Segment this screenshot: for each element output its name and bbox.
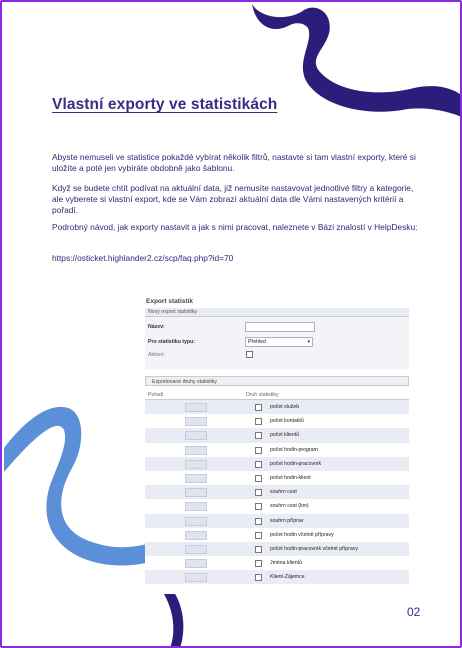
navy-swirl-bottom: [164, 592, 183, 648]
order-input[interactable]: [185, 573, 207, 582]
order-input[interactable]: [185, 502, 207, 511]
statistic-type-label: Jména klientů: [270, 560, 303, 567]
order-input[interactable]: [185, 474, 207, 483]
row-checkbox[interactable]: [255, 418, 262, 425]
row-checkbox[interactable]: [255, 404, 262, 411]
order-column-header: Pořadí: [148, 392, 164, 398]
table-row: [145, 528, 409, 542]
order-input[interactable]: [185, 531, 207, 540]
statistic-type-label: souhrn cest: [270, 489, 297, 496]
order-input[interactable]: [185, 460, 207, 469]
table-column-headers: [145, 391, 409, 400]
table-row: [145, 428, 409, 442]
row-checkbox[interactable]: [255, 447, 262, 454]
statistic-type-label: počet hodin-pracovník: [270, 460, 322, 467]
table-row: [145, 485, 409, 499]
order-input[interactable]: [185, 446, 207, 455]
export-form-title: Export statistik: [146, 298, 193, 305]
type-select[interactable]: [245, 337, 313, 347]
table-row: [145, 400, 409, 414]
page-title: Vlastní exporty ve statistikách: [52, 96, 278, 113]
row-checkbox[interactable]: [255, 560, 262, 567]
name-input[interactable]: [245, 322, 315, 332]
guide-paragraph: Podrobný návod, jak exporty nastavit a jak s nimi pracovat, naleznete v Bázi znalostí v HelpDesku:: [52, 222, 418, 232]
statistic-type-label: počet hodin včetně přípravy: [270, 531, 334, 538]
row-checkbox[interactable]: [255, 432, 262, 439]
order-input[interactable]: [185, 417, 207, 426]
table-row: [145, 471, 409, 485]
current-data-paragraph: Když se budete chtít podívat na aktuální data, již nemusíte nastavovat jednotlivé filtry a kategorie, ale vyberete si vlastní export, kde se Vám zobrazí aktuální data dle Vámi nastavených kritérií a pořadí.: [52, 183, 414, 215]
page-number: 02: [407, 605, 421, 619]
type-select-value: Přehled: [248, 339, 266, 345]
order-input[interactable]: [185, 545, 207, 554]
statistic-type-label: souhrn cest (km): [270, 503, 309, 510]
chevron-down-icon: ▾: [307, 339, 310, 345]
table-row: [145, 499, 409, 513]
row-checkbox[interactable]: [255, 461, 262, 468]
table-row: [145, 414, 409, 428]
faq-link[interactable]: https://osticket.highlander2.cz/scp/faq.php?id=70: [52, 253, 234, 263]
active-label: Aktivní:: [148, 352, 166, 358]
table-row: [145, 514, 409, 528]
new-export-subheader: [145, 308, 409, 317]
name-label: Název:: [148, 324, 165, 330]
statistic-type-label: Klient-Zájemce: [270, 574, 305, 581]
order-input[interactable]: [185, 517, 207, 526]
statistic-type-label: počet služeb: [270, 404, 300, 410]
order-input[interactable]: [185, 431, 207, 440]
table-row: [145, 556, 409, 570]
statistic-type-label: počet hodin-klient: [270, 474, 311, 481]
table-row: [145, 570, 409, 584]
row-checkbox[interactable]: [255, 532, 262, 539]
statistic-type-label: souhrn příprav: [270, 517, 304, 524]
type-column-header: Druh statistiky: [246, 392, 279, 398]
intro-paragraph: Abyste nemuseli ve statistice pokaždé vybírat několik filtrů, nastavte si tam vlastní exporty, které si uložíte a poté jen vybíráte obdobně jako šablonu.: [52, 152, 416, 173]
order-input[interactable]: [185, 488, 207, 497]
row-checkbox[interactable]: [255, 546, 262, 553]
table-row: [145, 443, 409, 457]
table-row: [145, 457, 409, 471]
table-row: [145, 542, 409, 556]
row-checkbox[interactable]: [255, 489, 262, 496]
row-checkbox[interactable]: [255, 518, 262, 525]
export-form-screenshot: [145, 298, 409, 594]
statistic-type-label: počet hodin-program: [270, 446, 318, 453]
row-checkbox[interactable]: [255, 574, 262, 581]
exported-types-header: [145, 376, 409, 386]
statistic-type-list: [145, 400, 409, 584]
statistic-type-label: počet hodin-pracovník včetně přípravy: [270, 545, 358, 552]
row-checkbox[interactable]: [255, 503, 262, 510]
type-label: Pro statistiku typu:: [148, 339, 195, 345]
order-input[interactable]: [185, 403, 207, 412]
statistic-type-label: počet klientů: [270, 432, 300, 439]
navy-swirl-top: [252, 4, 462, 118]
blue-swirl-left: [4, 407, 162, 566]
new-export-label: Nový export statistiky: [148, 309, 198, 315]
order-input[interactable]: [185, 559, 207, 568]
exported-types-title: Exportované druhy statistiky: [152, 378, 217, 385]
statistic-type-label: počet kontaktů: [270, 418, 304, 425]
active-checkbox[interactable]: [246, 351, 253, 358]
row-checkbox[interactable]: [255, 475, 262, 482]
